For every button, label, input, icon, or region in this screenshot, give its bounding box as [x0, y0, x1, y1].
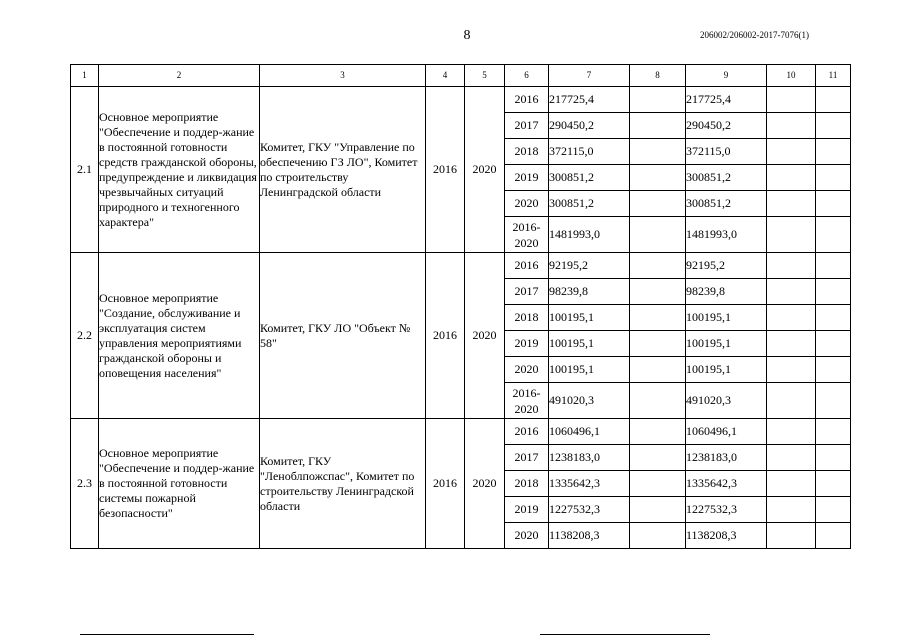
section-number: 2.1 — [71, 87, 99, 253]
amount-total: 300851,2 — [549, 165, 630, 191]
amount-regional: 372115,0 — [686, 139, 767, 165]
empty-cell — [816, 113, 851, 139]
empty-cell — [767, 139, 816, 165]
executor-text: Комитет, ГКУ "Леноблпожспас", Комитет по строительству Ленинградской области — [260, 419, 426, 549]
empty-cell — [767, 191, 816, 217]
document-code: 206002/206002-2017-7076(1) — [700, 30, 809, 40]
empty-cell — [767, 383, 816, 419]
year-cell: 2020 — [505, 191, 549, 217]
amount-total: 1481993,0 — [549, 217, 630, 253]
column-header: 7 — [549, 65, 630, 87]
start-year: 2016 — [426, 87, 465, 253]
amount-total: 290450,2 — [549, 113, 630, 139]
empty-cell — [630, 497, 686, 523]
empty-cell — [767, 165, 816, 191]
amount-regional: 1481993,0 — [686, 217, 767, 253]
year-cell: 2016- 2020 — [505, 217, 549, 253]
empty-cell — [630, 139, 686, 165]
amount-total: 372115,0 — [549, 139, 630, 165]
empty-cell — [816, 357, 851, 383]
amount-total: 217725,4 — [549, 87, 630, 113]
year-cell: 2017 — [505, 279, 549, 305]
amount-total: 1060496,1 — [549, 419, 630, 445]
year-cell: 2016 — [505, 253, 549, 279]
start-year: 2016 — [426, 253, 465, 419]
empty-cell — [630, 471, 686, 497]
empty-cell — [767, 419, 816, 445]
empty-cell — [816, 253, 851, 279]
amount-total: 100195,1 — [549, 305, 630, 331]
amount-regional: 300851,2 — [686, 165, 767, 191]
section-number: 2.2 — [71, 253, 99, 419]
column-header: 8 — [630, 65, 686, 87]
amount-total: 92195,2 — [549, 253, 630, 279]
empty-cell — [816, 217, 851, 253]
year-cell: 2018 — [505, 471, 549, 497]
activity-title: Основное мероприятие "Создание, обслуживание и эксплуатация систем управления мероприятиями гражданской обороны и оповещения населения" — [99, 253, 260, 419]
amount-regional: 1227532,3 — [686, 497, 767, 523]
column-header: 9 — [686, 65, 767, 87]
empty-cell — [816, 165, 851, 191]
column-header: 6 — [505, 65, 549, 87]
amount-total: 491020,3 — [549, 383, 630, 419]
empty-cell — [767, 497, 816, 523]
amount-regional: 491020,3 — [686, 383, 767, 419]
empty-cell — [767, 279, 816, 305]
amount-regional: 1335642,3 — [686, 471, 767, 497]
amount-total: 1238183,0 — [549, 445, 630, 471]
column-header: 5 — [465, 65, 505, 87]
year-cell: 2019 — [505, 497, 549, 523]
amount-regional: 290450,2 — [686, 113, 767, 139]
amount-total: 1335642,3 — [549, 471, 630, 497]
year-cell: 2018 — [505, 139, 549, 165]
end-year: 2020 — [465, 253, 505, 419]
empty-cell — [767, 331, 816, 357]
amount-total: 1138208,3 — [549, 523, 630, 549]
executor-text: Комитет, ГКУ ЛО "Объект № 58" — [260, 253, 426, 419]
amount-regional: 300851,2 — [686, 191, 767, 217]
year-cell: 2020 — [505, 523, 549, 549]
empty-cell — [630, 305, 686, 331]
column-header: 1 — [71, 65, 99, 87]
end-year: 2020 — [465, 419, 505, 549]
amount-regional: 100195,1 — [686, 331, 767, 357]
amount-regional: 100195,1 — [686, 305, 767, 331]
amount-regional: 92195,2 — [686, 253, 767, 279]
column-header: 11 — [816, 65, 851, 87]
empty-cell — [630, 113, 686, 139]
empty-cell — [816, 191, 851, 217]
executor-text: Комитет, ГКУ "Управление по обеспечению ГЗ ЛО", Комитет по строительству Ленинградской области — [260, 87, 426, 253]
amount-total: 300851,2 — [549, 191, 630, 217]
empty-cell — [767, 113, 816, 139]
column-header-row — [71, 65, 851, 87]
end-year: 2020 — [465, 87, 505, 253]
year-cell: 2016 — [505, 419, 549, 445]
empty-cell — [630, 357, 686, 383]
empty-cell — [630, 253, 686, 279]
empty-cell — [767, 305, 816, 331]
footer-rule-left — [80, 634, 254, 635]
page-number: 8 — [463, 28, 471, 43]
section-number: 2.3 — [71, 419, 99, 549]
empty-cell — [630, 87, 686, 113]
empty-cell — [630, 419, 686, 445]
activity-title: Основное мероприятие "Обеспечение и поддер-жание в постоянной готовности средств гражданской обороны, предупреждение и ликвидация чрезвычайных ситуаций природного и техногенного характера" — [99, 87, 260, 253]
empty-cell — [630, 445, 686, 471]
amount-total: 100195,1 — [549, 331, 630, 357]
program-table — [70, 64, 851, 549]
empty-cell — [816, 87, 851, 113]
empty-cell — [816, 383, 851, 419]
table-row — [71, 87, 851, 113]
activity-title: Основное мероприятие "Обеспечение и поддер-жание в постоянной готовности системы пожарной безопасности" — [99, 419, 260, 549]
amount-regional: 1138208,3 — [686, 523, 767, 549]
amount-regional: 100195,1 — [686, 357, 767, 383]
amount-total: 1227532,3 — [549, 497, 630, 523]
empty-cell — [816, 497, 851, 523]
table-row — [71, 419, 851, 445]
empty-cell — [630, 383, 686, 419]
column-header: 4 — [426, 65, 465, 87]
column-header: 3 — [260, 65, 426, 87]
empty-cell — [767, 357, 816, 383]
empty-cell — [630, 165, 686, 191]
year-cell: 2017 — [505, 445, 549, 471]
amount-regional: 98239,8 — [686, 279, 767, 305]
empty-cell — [816, 419, 851, 445]
empty-cell — [816, 331, 851, 357]
amount-total: 98239,8 — [549, 279, 630, 305]
empty-cell — [630, 523, 686, 549]
amount-regional: 217725,4 — [686, 87, 767, 113]
year-cell: 2017 — [505, 113, 549, 139]
column-header: 2 — [99, 65, 260, 87]
empty-cell — [816, 305, 851, 331]
empty-cell — [630, 191, 686, 217]
empty-cell — [630, 331, 686, 357]
empty-cell — [767, 217, 816, 253]
year-cell: 2018 — [505, 305, 549, 331]
empty-cell — [767, 523, 816, 549]
empty-cell — [767, 87, 816, 113]
empty-cell — [816, 523, 851, 549]
year-cell: 2020 — [505, 357, 549, 383]
amount-regional: 1238183,0 — [686, 445, 767, 471]
empty-cell — [816, 445, 851, 471]
empty-cell — [816, 139, 851, 165]
year-cell: 2019 — [505, 331, 549, 357]
start-year: 2016 — [426, 419, 465, 549]
empty-cell — [630, 217, 686, 253]
amount-regional: 1060496,1 — [686, 419, 767, 445]
year-cell: 2016- 2020 — [505, 383, 549, 419]
empty-cell — [630, 279, 686, 305]
empty-cell — [767, 445, 816, 471]
empty-cell — [816, 279, 851, 305]
empty-cell — [767, 253, 816, 279]
empty-cell — [767, 471, 816, 497]
footer-rule-right — [540, 634, 710, 635]
year-cell: 2016 — [505, 87, 549, 113]
column-header: 10 — [767, 65, 816, 87]
empty-cell — [816, 471, 851, 497]
year-cell: 2019 — [505, 165, 549, 191]
amount-total: 100195,1 — [549, 357, 630, 383]
table-row — [71, 253, 851, 279]
